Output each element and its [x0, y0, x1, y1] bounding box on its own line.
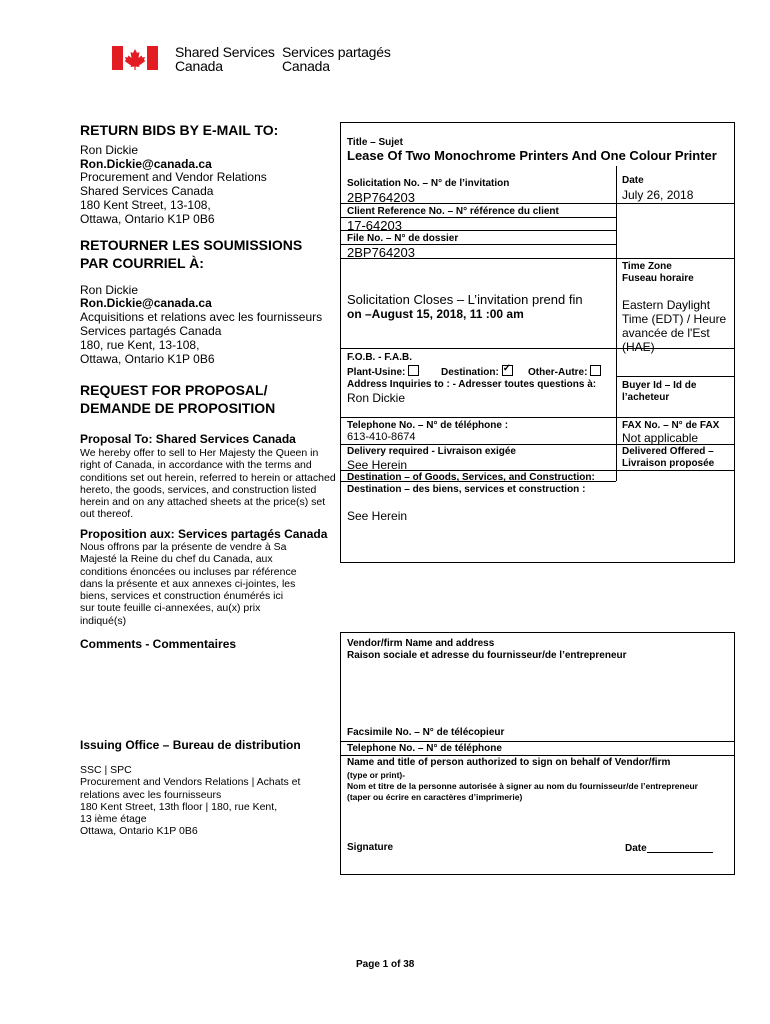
proposition-aux-heading: Proposition aux: Services partagés Canada [80, 527, 328, 541]
text-line: Eastern Daylight [622, 298, 711, 312]
fax-value: Not applicable [622, 431, 699, 445]
return-address-en [80, 170, 340, 226]
text-line: Nous offrons par la présente de vendre à Sa [80, 541, 287, 553]
destination-option[interactable] [441, 365, 513, 379]
facsimile-label: Facsimile No. – N° de télécopieur [347, 727, 505, 738]
fax-label: FAX No. – N° de FAX [622, 420, 720, 431]
delivery-required-label: Delivery required - Livraison exigée [347, 446, 516, 457]
plant-usine-option[interactable] [347, 365, 419, 379]
text-line: conditions énoncées ou incluses par référence [80, 565, 297, 578]
heading-line: RETOURNER LES SOUMISSIONS [80, 237, 303, 253]
time-zone-label [622, 261, 694, 285]
sig-date-line[interactable] [647, 842, 713, 853]
address-line: Procurement and Vendor Relations [80, 170, 267, 184]
telephone-value: 613-410-8674 [347, 431, 416, 443]
address-line: 180, rue Kent, 13-108, [80, 338, 200, 352]
sig-date-label: Date [625, 843, 647, 854]
file-no-label: File No. – N° de dossier [347, 233, 459, 244]
text-line: Majesté la Reine du chef du Canada, aux [80, 553, 273, 566]
label-line: Livraison proposée [622, 458, 715, 469]
other-option[interactable] [528, 365, 601, 379]
client-ref-value: 17-64203 [347, 218, 402, 233]
other-checkbox[interactable] [590, 365, 601, 376]
address-line: Shared Services Canada [80, 184, 214, 198]
closes-label: Solicitation Closes – L’invitation prend fin [347, 292, 583, 307]
dept-name-en [175, 45, 275, 73]
text-line: hereto, the goods, services, and construction listed [80, 483, 317, 496]
comments-heading: Comments - Commentaires [80, 637, 237, 651]
divider [340, 417, 735, 418]
signature-date-field[interactable] [625, 842, 713, 855]
text-line: Ottawa, Ontario K1P 0B6 [80, 825, 198, 838]
label-line: Raison sociale et adresse du fournisseur/de l’entrepreneur [347, 650, 627, 661]
heading-line: REQUEST FOR PROPOSAL/ [80, 382, 268, 398]
address-line: Ottawa, Ontario K1P 0B6 [80, 212, 215, 226]
vendor-label [347, 638, 627, 662]
heading-line: PAR COURRIEL À: [80, 255, 204, 271]
contact-name: Ron Dickie [80, 143, 139, 157]
text-line: 13 ième étage [80, 813, 147, 826]
date-value: July 26, 2018 [622, 188, 694, 202]
delivered-offered-label [622, 446, 714, 470]
label-line: Time Zone [622, 261, 672, 272]
other-label: Other-Autre: [528, 367, 588, 378]
signatory-label: Name and title of person authorized to sign on behalf of Vendor/firm [347, 757, 671, 768]
text-line: (HAE) [622, 340, 655, 354]
label-line: Destination – des biens, services et construction : [347, 484, 586, 495]
issuing-office-address [80, 764, 340, 838]
text-line: SSC | SPC [80, 764, 132, 776]
label-line: (type or print)- [347, 770, 406, 780]
plant-label: Plant-Usine: [347, 367, 406, 378]
file-no-value: 2BP764203 [347, 245, 415, 260]
return-bids-heading: RETURN BIDS BY E-MAIL TO: [80, 122, 279, 138]
signature-label: Signature [347, 842, 394, 853]
plant-checkbox[interactable] [408, 365, 419, 376]
rfp-heading [80, 381, 340, 417]
text-line: out thereof. [80, 508, 134, 521]
contact-email-fr[interactable]: Ron.Dickie@canada.ca [80, 296, 212, 310]
text-line: conditions set out herein, referred to herein or attached [80, 471, 336, 484]
solicitation-no-value: 2BP764203 [347, 190, 415, 205]
closes-value: on –August 15, 2018, 11 :00 am [347, 307, 524, 321]
destination-goods-label [347, 472, 595, 496]
label-line: (taper ou écrire en caractères d’imprimerie) [347, 792, 523, 802]
divider [340, 741, 735, 742]
divider [616, 376, 735, 377]
proposition-text [80, 541, 340, 627]
label-line: l’acheteur [622, 392, 670, 403]
signatory-sub [347, 770, 698, 803]
text-line: relations avec les fournisseurs [80, 788, 222, 801]
issuing-office-heading: Issuing Office – Bureau de distribution [80, 738, 301, 752]
title-label: Title – Sujet [347, 137, 403, 148]
dept-name-fr-line1: Services partagés [282, 44, 391, 60]
time-zone-value [622, 298, 726, 354]
dept-name-fr-line2: Canada [282, 58, 330, 74]
date-label: Date [622, 175, 644, 186]
destination-goods-value: See Herein [347, 509, 408, 523]
proposal-to-heading: Proposal To: Shared Services Canada [80, 432, 296, 446]
dept-name-en-line2: Canada [175, 58, 223, 74]
return-bids-heading-fr [80, 236, 340, 272]
client-ref-label: Client Reference No. – N° référence du client [347, 206, 559, 217]
label-line: Vendor/firm Name and address [347, 638, 495, 649]
text-line: dans la présente et aux annexes ci-jointes, les [80, 577, 296, 590]
dept-name-fr [282, 45, 391, 73]
buyer-id-label [622, 380, 696, 404]
address-line: Acquisitions et relations avec les fournisseurs [80, 310, 323, 324]
divider [340, 755, 735, 756]
text-line: Time (EDT) / Heure [622, 312, 727, 326]
text-line: biens, services et construction énumérés ici [80, 590, 284, 603]
divider [616, 203, 617, 481]
label-line: Delivered Offered – [622, 446, 714, 457]
destination-checkbox[interactable] [502, 365, 513, 376]
label-line: Destination – of Goods, Services, and Construction: [347, 472, 595, 483]
contact-email[interactable]: Ron.Dickie@canada.ca [80, 157, 212, 171]
text-line: We hereby offer to sell to Her Majesty the Queen in [80, 447, 319, 459]
address-line: 180 Kent Street, 13-108, [80, 198, 211, 212]
text-line: Procurement and Vendors Relations | Achats et [80, 776, 301, 789]
label-line: Buyer Id – Id de [622, 380, 697, 391]
label-line: Nom et titre de la personne autorisée à signer au nom du fournisseur/de l’entrepreneur [347, 781, 698, 791]
divider [616, 166, 617, 204]
address-line: Services partagés Canada [80, 324, 222, 338]
telephone-label: Telephone No. – N° de téléphone : [347, 420, 509, 431]
canada-flag-logo [112, 46, 158, 70]
heading-line: DEMANDE DE PROPOSITION [80, 400, 276, 416]
solicitation-no-label: Solicitation No. – N° de l’invitation [347, 178, 510, 189]
text-line: right of Canada, in accordance with the terms and [80, 459, 312, 472]
inquiries-label: Address Inquiries to : - Adresser toutes questions à: [347, 379, 597, 390]
title-value: Lease Of Two Monochrome Printers And One Colour Printer [347, 148, 717, 163]
text-line: sur toute feuille ci-annexées, au(x) prix [80, 602, 261, 615]
text-line: indiqué(s) [80, 614, 127, 627]
text-line: avancée de l'Est [622, 326, 710, 340]
text-line: herein and on any attached sheets at the price(s) set [80, 496, 326, 509]
text-line: 180 Kent Street, 13th floor | 180, rue Kent, [80, 800, 278, 813]
fob-label: F.O.B. - F.A.B. [347, 352, 412, 363]
label-line: Fuseau horaire [622, 273, 694, 284]
delivery-required-value: See Herein [347, 458, 408, 472]
contact-name-fr: Ron Dickie [80, 283, 139, 297]
inquiries-value: Ron Dickie [347, 391, 406, 405]
page-number: Page 1 of 38 [356, 959, 415, 970]
return-address-fr [80, 310, 340, 366]
proposal-text [80, 447, 342, 521]
destination-label: Destination: [441, 367, 499, 378]
vendor-telephone-label: Telephone No. – N° de téléphone [347, 743, 502, 754]
dept-name-en-line1: Shared Services [175, 44, 275, 60]
address-line: Ottawa, Ontario K1P 0B6 [80, 352, 215, 366]
